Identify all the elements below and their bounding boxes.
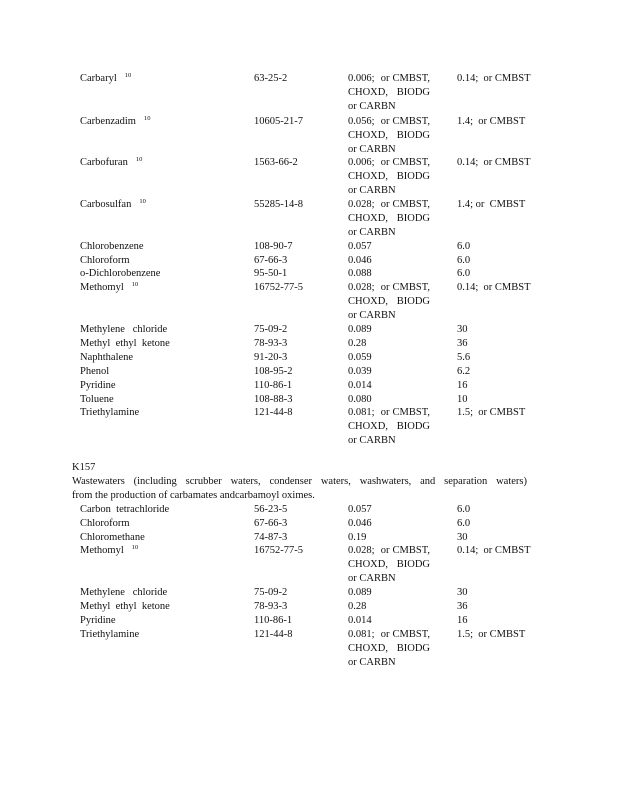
wastewater-standard-line: or CARBN	[348, 572, 396, 584]
constituent-label: Triethylamine	[80, 407, 140, 418]
constituent-name	[80, 531, 250, 545]
cas-number: 108-90-7	[254, 241, 293, 252]
nonwastewater-standard: 30	[457, 532, 468, 543]
wastewater-standard	[348, 115, 430, 157]
wastewater-standard	[348, 337, 430, 351]
waste-description	[72, 475, 527, 503]
cas-number: 56-23-5	[254, 504, 288, 515]
wastewater-standard-line: CHOXD, BIODG	[348, 642, 430, 654]
wastewater-standard	[348, 198, 430, 240]
constituent-label: Methyl ethyl ketone	[80, 601, 170, 612]
wastewater-standard-line: or CARBN	[348, 100, 396, 112]
wastewater-standard-line: 0.28	[348, 338, 367, 349]
wastewater-standard-line: 0.028; or CMBST,	[348, 545, 430, 556]
constituent-label: Pyridine	[80, 380, 116, 391]
wastewater-standard	[348, 600, 430, 614]
wastewater-standard-line: CHOXD, BIODG	[348, 212, 430, 224]
wastewater-standard	[348, 365, 430, 379]
constituent-name	[80, 156, 250, 171]
nonwastewater-standard: 0.14; or CMBST	[457, 73, 531, 84]
footnote-marker: 10	[131, 281, 139, 288]
wastewater-standard-line: 0.088	[348, 268, 372, 279]
footnote-marker: 10	[131, 544, 139, 551]
constituent-label: Methylene chloride	[80, 324, 168, 335]
nonwastewater-standard: 30	[457, 587, 468, 598]
wastewater-standard	[348, 156, 430, 198]
nonwastewater-standard: 1.4; or CMBST	[457, 199, 526, 210]
nonwastewater-standard: 5.6	[457, 352, 471, 363]
cas-number: 121-44-8	[254, 629, 293, 640]
cas-number: 108-95-2	[254, 366, 293, 377]
constituent-name	[80, 379, 250, 393]
nonwastewater-standard: 1.5; or CMBST	[457, 407, 526, 418]
nonwastewater-standard: 6.0	[457, 504, 471, 515]
constituent-label: Methyl ethyl ketone	[80, 338, 170, 349]
nonwastewater-standard: 0.14; or CMBST	[457, 157, 531, 168]
nonwastewater-standard: 6.2	[457, 366, 471, 377]
constituent-name	[80, 628, 250, 642]
cas-number: 67-66-3	[254, 255, 288, 266]
nonwastewater-standard: 10	[457, 394, 468, 405]
wastewater-standard-line: 0.28	[348, 601, 367, 612]
cas-number: 110-86-1	[254, 380, 293, 391]
constituent-name	[80, 544, 250, 559]
constituent-label: Phenol	[80, 366, 110, 377]
cas-number: 78-93-3	[254, 338, 288, 349]
constituent-label: Methomyl	[80, 282, 124, 293]
cas-number: 16752-77-5	[254, 282, 303, 293]
wastewater-standard	[348, 267, 430, 281]
constituent-label: Naphthalene	[80, 352, 134, 363]
wastewater-standard-line: 0.006; or CMBST,	[348, 157, 430, 168]
constituent-label: Toluene	[80, 394, 114, 405]
wastewater-standard	[348, 614, 430, 628]
constituent-name	[80, 586, 250, 600]
wastewater-standard-line: 0.089	[348, 587, 372, 598]
waste-description-line-2: from the production of carbamates andcarbamoyl oximes.	[72, 489, 315, 501]
constituent-name	[80, 600, 250, 614]
wastewater-standard-line: or CARBN	[348, 184, 396, 196]
nonwastewater-standard: 0.14; or CMBST	[457, 545, 531, 556]
wastewater-standard-line: 0.006; or CMBST,	[348, 73, 430, 84]
constituent-label: Carbon tetrachloride	[80, 504, 170, 515]
constituent-name	[80, 365, 250, 379]
wastewater-standard	[348, 628, 430, 670]
wastewater-standard-line: 0.014	[348, 380, 372, 391]
cas-number: 1563-66-2	[254, 157, 298, 168]
cas-number: 110-86-1	[254, 615, 293, 626]
nonwastewater-standard: 30	[457, 324, 468, 335]
constituent-label: Triethylamine	[80, 629, 140, 640]
nonwastewater-standard: 36	[457, 338, 468, 349]
constituent-label: Carbosulfan	[80, 199, 132, 210]
constituent-name	[80, 198, 250, 213]
constituent-name	[80, 614, 250, 628]
cas-number: 67-66-3	[254, 518, 288, 529]
constituent-label: Pyridine	[80, 615, 116, 626]
wastewater-standard	[348, 531, 430, 545]
wastewater-standard-line: 0.089	[348, 324, 372, 335]
wastewater-standard-line: 0.057	[348, 504, 372, 515]
constituent-name	[80, 503, 250, 517]
wastewater-standard-line: or CARBN	[348, 309, 396, 321]
wastewater-standard	[348, 72, 430, 114]
constituent-name	[80, 254, 250, 268]
wastewater-standard	[348, 544, 430, 586]
wastewater-standard	[348, 240, 430, 254]
nonwastewater-standard: 16	[457, 615, 468, 626]
cas-number: 78-93-3	[254, 601, 288, 612]
wastewater-standard-line: 0.081; or CMBST,	[348, 407, 430, 418]
constituent-name	[80, 72, 250, 87]
wastewater-standard	[348, 406, 430, 448]
constituent-name	[80, 393, 250, 407]
wastewater-standard-line: CHOXD, BIODG	[348, 558, 430, 570]
wastewater-standard-line: 0.014	[348, 615, 372, 626]
wastewater-standard	[348, 503, 430, 517]
footnote-marker: 10	[143, 115, 151, 122]
nonwastewater-standard: 16	[457, 380, 468, 391]
cas-number: 95-50-1	[254, 268, 288, 279]
cas-number: 75-09-2	[254, 587, 288, 598]
wastewater-standard-line: 0.039	[348, 366, 372, 377]
constituent-name	[80, 240, 250, 254]
cas-number: 75-09-2	[254, 324, 288, 335]
cas-number: 16752-77-5	[254, 545, 303, 556]
waste-description-line-1: Wastewaters (including scrubber waters, condenser waters, washwaters, and separation waters)	[72, 476, 527, 487]
wastewater-standard	[348, 281, 430, 323]
constituent-name	[80, 115, 250, 130]
constituent-label: Carbenzadim	[80, 116, 136, 127]
wastewater-standard-line: CHOXD, BIODG	[348, 86, 430, 98]
nonwastewater-standard: 6.0	[457, 268, 471, 279]
cas-number: 63-25-2	[254, 73, 288, 84]
wastewater-standard-line: or CARBN	[348, 656, 396, 668]
cas-number: 108-88-3	[254, 394, 293, 405]
wastewater-standard-line: CHOXD, BIODG	[348, 129, 430, 141]
constituent-name	[80, 323, 250, 337]
wastewater-standard	[348, 254, 430, 268]
wastewater-standard-line: CHOXD, BIODG	[348, 170, 430, 182]
nonwastewater-standard: 6.0	[457, 518, 471, 529]
wastewater-standard	[348, 517, 430, 531]
wastewater-standard	[348, 586, 430, 600]
nonwastewater-standard: 0.14; or CMBST	[457, 282, 531, 293]
wastewater-standard-line: 0.19	[348, 532, 367, 543]
wastewater-standard-line: 0.046	[348, 518, 372, 529]
constituent-label: Chloroform	[80, 255, 130, 266]
cas-number: 121-44-8	[254, 407, 293, 418]
wastewater-standard	[348, 351, 430, 365]
wastewater-standard-line: 0.080	[348, 394, 372, 405]
constituent-name	[80, 337, 250, 351]
wastewater-standard-line: 0.046	[348, 255, 372, 266]
constituent-name	[80, 517, 250, 531]
constituent-label: Carbaryl	[80, 73, 117, 84]
wastewater-standard	[348, 323, 430, 337]
wastewater-standard-line: 0.056; or CMBST,	[348, 116, 430, 127]
constituent-name	[80, 406, 250, 420]
wastewater-standard	[348, 379, 430, 393]
wastewater-standard-line: or CARBN	[348, 143, 396, 155]
nonwastewater-standard: 6.0	[457, 255, 471, 266]
cas-number: 10605-21-7	[254, 116, 303, 127]
nonwastewater-standard: 36	[457, 601, 468, 612]
constituent-name	[80, 267, 250, 281]
nonwastewater-standard: 6.0	[457, 241, 471, 252]
constituent-name	[80, 281, 250, 296]
wastewater-standard-line: 0.057	[348, 241, 372, 252]
wastewater-standard-line: CHOXD, BIODG	[348, 295, 430, 307]
wastewater-standard-line: 0.081; or CMBST,	[348, 629, 430, 640]
nonwastewater-standard: 1.4; or CMBST	[457, 116, 526, 127]
constituent-name	[80, 351, 250, 365]
footnote-marker: 10	[139, 198, 146, 205]
footnote-marker: 10	[124, 72, 132, 79]
wastewater-standard-line: or CARBN	[348, 434, 396, 446]
cas-number: 91-20-3	[254, 352, 288, 363]
cas-number: 55285-14-8	[254, 199, 303, 210]
constituent-label: o-Dichlorobenzene	[80, 268, 161, 279]
nonwastewater-standard: 1.5; or CMBST	[457, 629, 526, 640]
wastewater-standard	[348, 393, 430, 407]
footnote-marker: 10	[135, 156, 143, 163]
wastewater-standard-line: CHOXD, BIODG	[348, 420, 430, 432]
constituent-label: Carbofuran	[80, 157, 128, 168]
cas-number: 74-87-3	[254, 532, 288, 543]
wastewater-standard-line: 0.028; or CMBST,	[348, 282, 430, 293]
waste-code: K157	[72, 462, 96, 473]
wastewater-standard-line: 0.059	[348, 352, 372, 363]
constituent-label: Chloromethane	[80, 532, 145, 543]
constituent-label: Chloroform	[80, 518, 130, 529]
constituent-label: Chlorobenzene	[80, 241, 144, 252]
wastewater-standard-line: 0.028; or CMBST,	[348, 199, 430, 210]
constituent-label: Methylene chloride	[80, 587, 168, 598]
wastewater-standard-line: or CARBN	[348, 226, 396, 238]
constituent-label: Methomyl	[80, 545, 124, 556]
